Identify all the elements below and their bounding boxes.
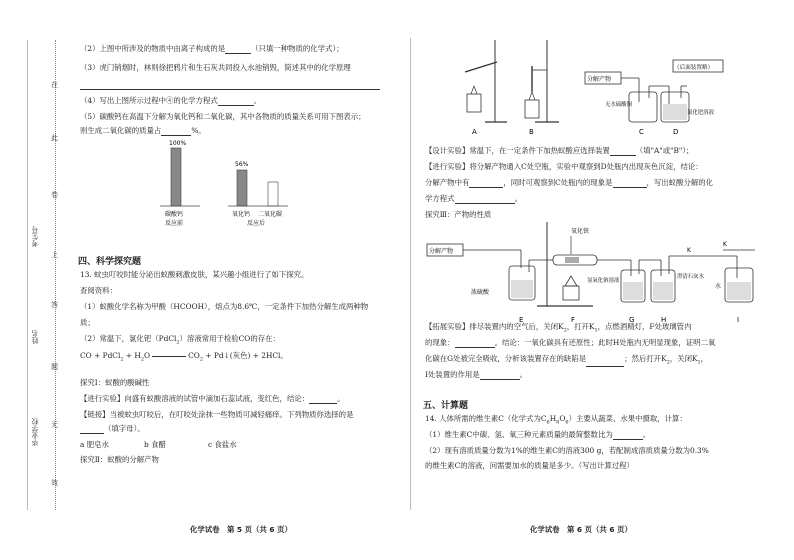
answer-blank[interactable] (309, 395, 337, 404)
extend-experiment-b: 的现象： 。结论：一氧化碳具有还原性；此时H处瓶内无明显现象，证明二氧 (425, 338, 716, 347)
answer-blank[interactable] (613, 179, 647, 188)
answer-blank[interactable] (610, 147, 636, 156)
answer-blank[interactable] (80, 425, 104, 434)
answer-blank[interactable] (80, 81, 380, 90)
seal-char: 题 (51, 363, 58, 371)
answer-blank[interactable] (225, 45, 251, 54)
letter-c: C (639, 128, 644, 136)
water-label: 水 (715, 283, 722, 290)
q13-ref2: （2）常温下，氯化钯（PdCl$_2$）溶液常用于检验CO的存在： (80, 334, 280, 346)
q13-link-answer: （填字母）。 (80, 424, 145, 434)
design-experiment: 【设计实验】常温下，在一定条件下加热蚁酸应选择装置 （填"A"或"B"）； (425, 146, 694, 155)
group-before: 反应前 (165, 220, 184, 227)
seal-char: 在 (51, 81, 58, 89)
cat-cao: 氧化钙 (232, 211, 251, 218)
option-b: b 食醋 (144, 440, 166, 449)
letter-e: E (519, 316, 524, 324)
option-c: c 食盐水 (208, 440, 237, 449)
seal-char: 效 (51, 479, 58, 487)
exam-number-label: 考生号 (31, 226, 39, 247)
letter-i: I (737, 316, 740, 324)
k2-label: K (723, 241, 727, 248)
cat-caco3: 碳酸钙 (165, 211, 184, 218)
q13-ref1b: 质； (80, 318, 95, 327)
page-footer-left: 化学试卷 第 5 页（共 6 页） (190, 525, 292, 534)
decomp-label: 分解产物 (587, 76, 612, 83)
school-label: 毕业学校 (31, 418, 39, 446)
q12-part5: （5）碳酸钙在高温下分解为氧化钙和二氧化碳，其中各物质的质量关系可用下图表示； (80, 112, 366, 121)
naoh-label: 氢氧化钠溶液 (587, 278, 620, 284)
q13-ref: 查阅资料： (80, 286, 117, 295)
answer-blank[interactable] (613, 431, 643, 440)
cuso4-label: 无水硫酸铜 (605, 102, 632, 108)
apparatus-efghi (425, 216, 755, 328)
cat-co2: 二氧化碳 (258, 211, 283, 218)
q13-ref1: （1）蚁酸化学名称为甲酸（HCOOH），熔点为8.6℃，一定条件下加热分解生成两种物 (80, 302, 369, 311)
q14-intro: 14. 人体所需的维生素C（化学式为$C_6H_8O_6$）主要从蔬菜、水果中摄取，计算： (425, 414, 687, 426)
decomp-label-2: 分解产物 (429, 248, 454, 255)
letter-a: A (472, 128, 477, 136)
q14-part1: （1）维生素C中碳、氢、氧三种元素质量的最简整数比为 。 (425, 430, 651, 439)
h2so4-label: 浓硫酸 (471, 289, 490, 296)
answer-blank[interactable] (218, 97, 254, 106)
letter-d: D (673, 128, 679, 136)
q13-exp1: 【进行实验】向盛有蚁酸溶液的试管中滴加石蕊试液，变红色，结论： 。 (80, 394, 345, 403)
q12-part4: （4）写出上图所示过程中④的化学方程式 。 (80, 96, 262, 105)
fe2o3-label: 氧化铁 (571, 228, 590, 235)
group-after: 反应后 (247, 220, 266, 227)
seal-char: 答 (51, 301, 58, 309)
do-experiment: 【进行实验】将分解产物通入C处空瓶，实验中观察到D处瓶内出现灰色沉淀，结论： (425, 162, 703, 171)
q12-part2: （2）上图中所涉及的物质中由离子构成的是 （只填一种物质的化学式）； (80, 44, 344, 53)
answer-blank[interactable] (469, 179, 503, 188)
fold-line (410, 38, 411, 510)
mass-bar-figure (150, 136, 290, 236)
answer-blank[interactable] (161, 127, 191, 136)
bar-caco3 (171, 148, 181, 206)
do-experiment-c: 学方程式 。 (425, 194, 522, 203)
binding-line (27, 40, 28, 510)
q14-part2: （2）现有溶质质量分数为1%的维生素C的溶液300 g，若配制成溶质质量分数为0.3% (425, 446, 709, 455)
answer-blank[interactable] (480, 371, 520, 380)
seal-dotted-line (55, 40, 56, 510)
letter-b: B (529, 128, 534, 136)
answer-blank[interactable] (455, 195, 515, 204)
seal-char: 上 (51, 251, 58, 259)
letter-g: G (629, 316, 635, 324)
q13-explore2: 探究Ⅱ：蚁酸的分解产物 (80, 455, 159, 464)
explore3: 探究Ⅲ：产物的性质 (425, 210, 492, 219)
q13-equation: CO + PdCl$_2$ + $H_2O$ $CO_2$ + Pd↓(灰色) + 2HCl。 (80, 351, 288, 363)
bar-cao (237, 170, 247, 206)
bar-co2 (268, 182, 278, 206)
seal-char: 卷 (51, 191, 58, 199)
k1-label: K (687, 247, 691, 254)
letter-h: H (661, 316, 667, 324)
section4-title: 四、科学探究题 (78, 257, 142, 267)
extend-experiment-c: 化碳在G处被完全吸收，分析该装置存在的缺陷是 ；然后打开$K_2$，关闭$K_1$， (425, 354, 709, 366)
answer-blank[interactable] (455, 339, 495, 348)
letter-f: F (571, 316, 576, 324)
q13-intro: 13. 蚊虫叮咬时能分泌出蚁酸刺激皮肤，某兴趣小组进行了如下探究。 (80, 270, 309, 279)
extend-experiment: 【拓展实验】排尽装置内的空气后，关闭$K_2$，打开$K_1$，点燃酒精灯，F处玻璃管内 (425, 322, 692, 334)
pdcl2-label: 氯化钯溶液 (687, 110, 714, 116)
q14-part2b: 的维生素C的溶液，问需要加水的质量是多少。（写出计算过程） (425, 461, 634, 470)
limewater-label: 澄清石灰水 (677, 274, 704, 280)
bar-label-100: 100% (169, 140, 187, 147)
bar-label-56: 56% (235, 161, 249, 168)
name-label: 姓名 (31, 330, 39, 344)
q12-part3-answer (80, 80, 380, 90)
page-footer-right: 化学试卷 第 6 页（共 6 页） (530, 525, 632, 534)
seal-char: 此 (51, 134, 58, 142)
do-experiment-b: 分解产物中有 ，同时可观察到C处瓶内的现象是 ，写出蚁酸分解的化 (425, 178, 714, 187)
option-a: a 肥皂水 (80, 440, 109, 449)
extend-experiment-d: I处装置的作用是 。 (425, 370, 528, 379)
q12-part3: （3）虎门销烟时，林则徐把鸦片和生石灰共同投入水池销毁，简述其中的化学原理 (80, 63, 351, 72)
answer-blank[interactable] (586, 358, 624, 367)
apparatus-abcd (425, 36, 725, 138)
q13-explore1: 探究Ⅰ：蚁酸的酸碱性 (80, 378, 150, 387)
omitted-label: （后面装置略） (674, 65, 714, 71)
q12-part5b: 则生成二氧化碳的质量占 %。 (80, 126, 206, 135)
section5-title: 五、计算题 (423, 401, 469, 411)
seal-char: 无 (51, 421, 58, 429)
q13-link: 【链接】当被蚊虫叮咬后，在叮咬处涂抹一些物质可减轻痛痒。下列物质你选择的是 (80, 410, 354, 419)
